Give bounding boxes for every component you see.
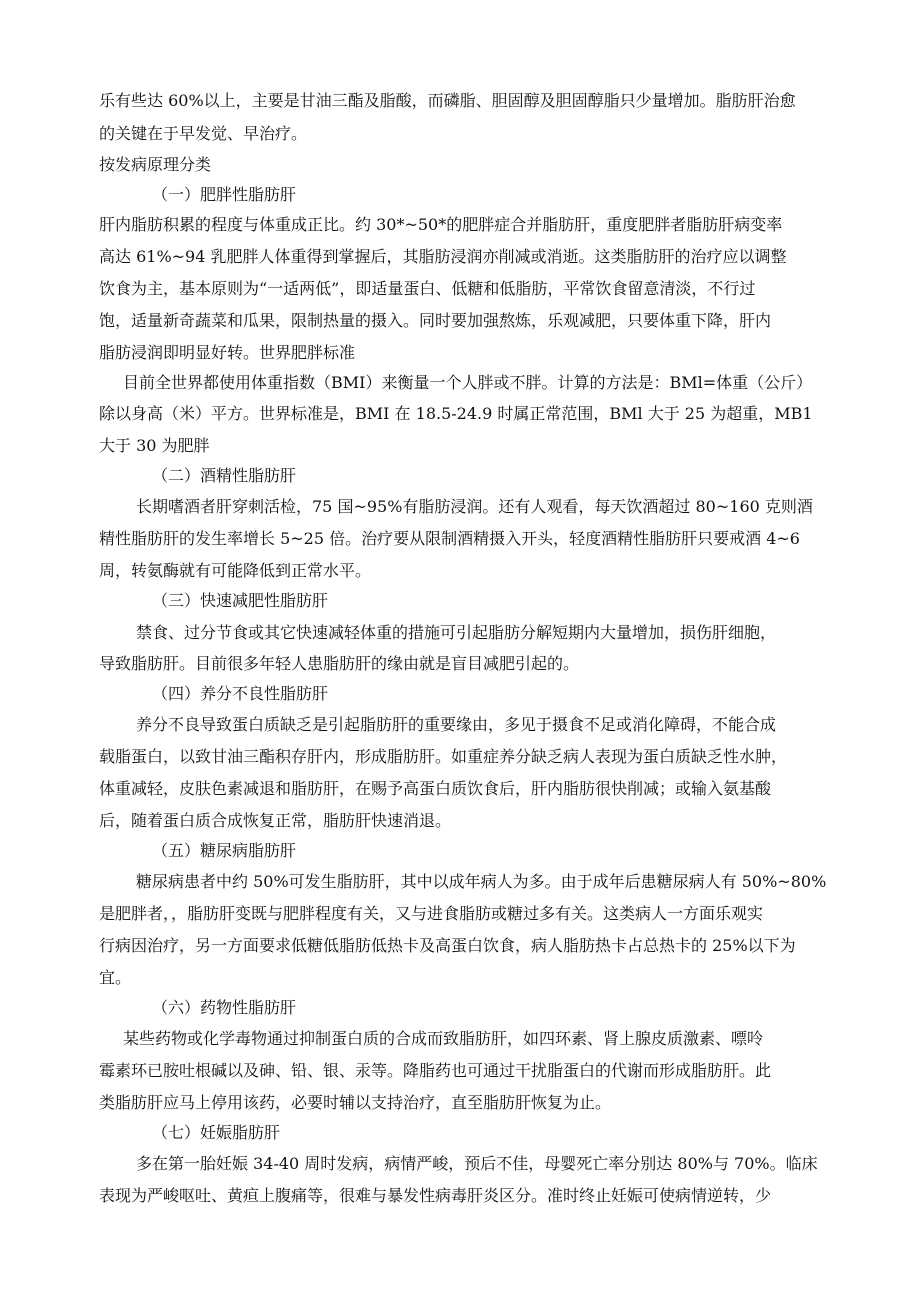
body-line: 乐有些达 60%以上，主要是甘油三酯及脂酸，而磷脂、胆固醇及胆固醇脂只少量增加。脂肪肝治愈	[99, 91, 796, 110]
body-line: 除以身高（米）平方。世界标准是，BMI 在 18.5-24.9 时属正常范围，BMl 大于 25 为超重，MB1	[99, 404, 813, 423]
body-line: 饮食为主，基本原则为“一适两低”，即适量蛋白、低糖和低脂肪，平常饮食留意清淡，不行过	[99, 279, 756, 298]
body-line: 肝内脂肪积累的程度与体重成正比。约 30*~50*的肥胖症合并脂肪肝，重度肥胖者脂肪肝病变率	[99, 215, 783, 234]
section-heading-drug-induced: （六）药物性脂肪肝	[152, 998, 297, 1017]
body-line: 目前全世界都使用体重指数（BMI）来衡量一个人胖或不胖。计算的方法是：BMl=体重（公斤）	[123, 373, 813, 392]
section-heading-alcohol: （二）酒精性脂肪肝	[152, 466, 297, 485]
body-line: 行病因治疗，另一方面要求低糖低脂肪低热卡及高蛋白饮食，病人脂肪热卡占总热卡的 25%以下为	[99, 936, 796, 955]
section-heading-obese: （一）肥胖性脂肪肝	[152, 185, 297, 204]
body-line: 的关键在于早发觉、早治疗。	[99, 124, 308, 143]
body-line: 禁食、过分节食或其它快速减轻体重的措施可引起脂肪分解短期内大量增加，损伤肝细胞，	[136, 623, 777, 642]
body-line: 某些药物或化学毒物通过抑制蛋白质的合成而致脂肪肝，如四环素、肾上腺皮质激素、嘌呤	[123, 1029, 764, 1048]
body-line: 霉素环已胺吐根碱以及砷、铅、银、汞等。降脂药也可通过干扰脂蛋白的代谢而形成脂肪肝。此	[99, 1061, 772, 1080]
body-line: 表现为严峻呕吐、黄疸上腹痛等，很难与暴发性病毒肝炎区分。准时终止妊娠可使病情逆转，少	[99, 1186, 772, 1205]
body-line: 糖尿病患者中约 50%可发生脂肪肝，其中以成年病人为多。由于成年后患糖尿病人有 50%~80%	[136, 872, 827, 891]
section-title: 按发病原理分类	[99, 155, 212, 174]
body-line: 高达 61%~94 乳肥胖人体重得到掌握后，其脂肪浸润亦削减或消逝。这类脂肪肝的治疗应以调整	[99, 247, 787, 266]
body-line: 载脂蛋白，以致甘油三酯积存肝内，形成脂肪肝。如重症养分缺乏病人表现为蛋白质缺乏性水肿，	[99, 747, 788, 766]
body-line: 大于 30 为肥胖	[99, 436, 210, 455]
section-heading-diabetes: （五）糖尿病脂肪肝	[152, 841, 297, 860]
body-line: 养分不良导致蛋白质缺乏是引起脂肪肝的重要缘由，多见于摄食不足或消化障碍，不能合成	[136, 715, 777, 734]
section-heading-pregnancy: （七）妊娠脂肪肝	[152, 1123, 281, 1142]
body-line: 长期嗜酒者肝穿刺活检，75 国~95%有脂肪浸润。还有人观看，每天饮酒超过 80~160 克则酒	[136, 497, 813, 516]
body-line: 脂肪浸润即明显好转。世界肥胖标准	[99, 343, 356, 362]
section-heading-malnutrition: （四）养分不良性脂肪肝	[152, 684, 329, 703]
section-heading-rapid-weight-loss: （三）快速减肥性脂肪肝	[152, 591, 329, 610]
body-line: 后，随着蛋白质合成恢复正常，脂肪肝快速消退。	[99, 811, 452, 830]
body-line: 导致脂肪肝。目前很多年轻人患脂肪肝的缘由就是盲目减肥引起的。	[99, 654, 580, 673]
body-line: 宜。	[99, 968, 132, 987]
body-line: 体重减轻，皮肤色素减退和脂肪肝，在赐予高蛋白质饮食后，肝内脂肪很快削减；或输入氨基酸	[99, 779, 772, 798]
body-line: 类脂肪肝应马上停用该药，必要时辅以支持治疗，直至脂肪肝恢复为止。	[99, 1093, 612, 1112]
body-line: 多在第一胎妊娠 34-40 周时发病，病情严峻，预后不佳，母婴死亡率分别达 80%与 70%。临床	[136, 1154, 818, 1173]
body-line: 是肥胖者，，脂肪肝变既与肥胖程度有关，又与进食脂肪或糖过多有关。这类病人一方面乐观实	[99, 904, 764, 923]
body-line: 饱，适量新奇蔬菜和瓜果，限制热量的摄入。同时要加强熬炼，乐观减肥，只要体重下降，肝内	[99, 311, 772, 330]
body-line: 精性脂肪肝的发生率增长 5~25 倍。治疗要从限制酒精摄入开头，轻度酒精性脂肪肝只要戒酒 4~6	[99, 529, 800, 548]
body-line: 周，转氨酶就有可能降低到正常水平。	[99, 561, 372, 580]
